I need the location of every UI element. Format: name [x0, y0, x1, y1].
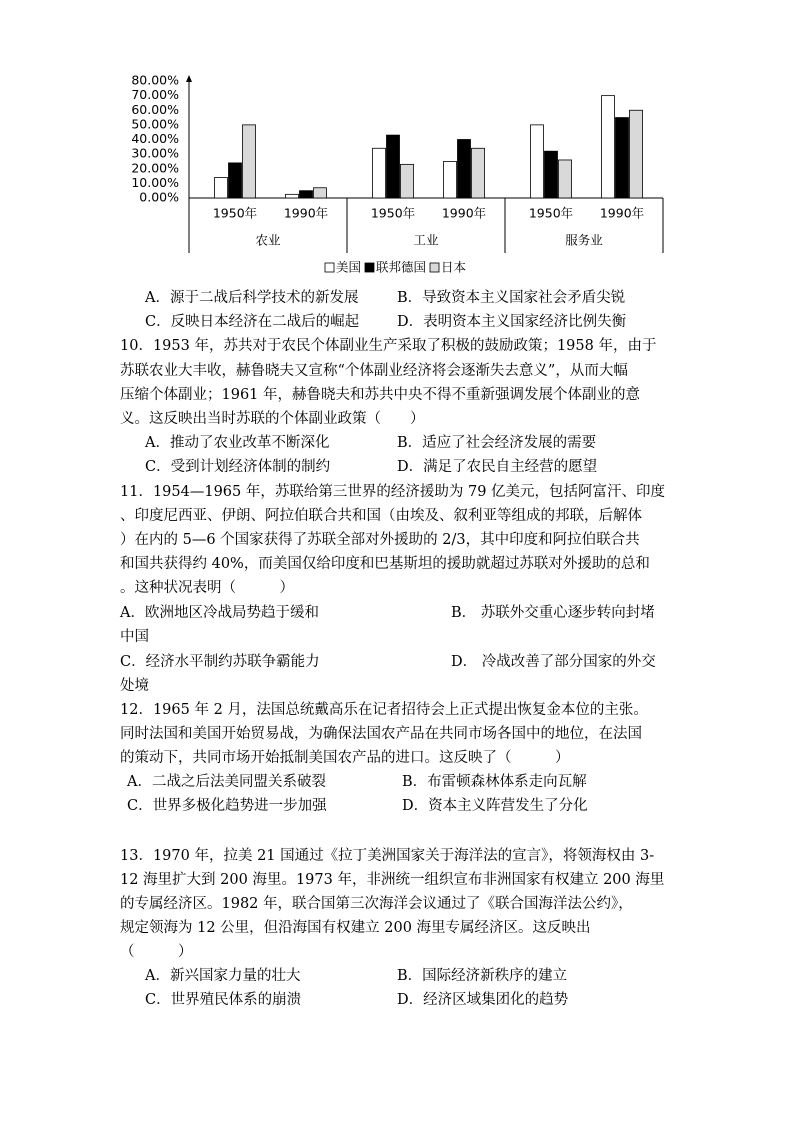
q11-stem-line-3: ）在内的 5—6 个国家获得了苏联全部对外援助的 2/3，其中印度和阿拉伯联合共 — [120, 532, 640, 548]
q11-option-c: C．经济水平制约苏联争霸能力 — [120, 654, 320, 670]
q13-stem-line-3: 的专属经济区。1982 年，联合国第三次海洋会议通过了《联合国海洋法公约》， — [120, 896, 633, 912]
bar-2-0-2 — [559, 160, 572, 198]
bar-2-0-1 — [545, 151, 558, 198]
q11-stem-line-4: 和国共获得约 40%，而美国仅给印度和巴基斯坦的援助就超过苏联对外援助的总和 — [120, 556, 650, 572]
x-tick-label-year: 1950年 — [212, 205, 258, 221]
bar-2-0-0 — [531, 125, 544, 198]
bar-1-1-1 — [458, 140, 471, 199]
bar-0-0-0 — [215, 178, 228, 198]
q11-option-b: B． 苏联外交重心逐步转向封堵 — [451, 605, 655, 621]
q13-stem-line-5: （ ） — [120, 944, 193, 960]
q12-option-a: A．二战之后法美同盟关系破裂 — [127, 774, 326, 790]
legend-swatch — [365, 263, 374, 272]
bar-1-1-0 — [444, 161, 457, 198]
q11-option-d-cont: 处境 — [120, 678, 149, 694]
q13-option-b: B．国际经济新秩序的建立 — [397, 968, 568, 984]
q9-option-a: A．源于二战后科学技术的新发展 — [145, 290, 359, 306]
q13-option-c: C．世界殖民体系的崩溃 — [145, 992, 302, 1008]
q9-option-b: B．导致资本主义国家社会矛盾尖锐 — [397, 290, 626, 306]
bar-2-1-1 — [616, 118, 629, 198]
q12-stem-line-3: 的策动下，共同市场开始抵制美国农产品的进口。这反映了（ ） — [120, 750, 570, 766]
legend-label: 美国 — [336, 259, 362, 275]
legend-swatch — [430, 263, 439, 272]
bar-0-1-0 — [286, 194, 299, 198]
q10-stem-line-2: 苏联农业大丰收，赫鲁晓夫又宣称“个体副业经济将会逐渐失去意义”，从而大幅 — [120, 363, 628, 379]
y-tick-label: 20.00% — [131, 160, 179, 176]
q12-stem-line-1: 12．1965 年 2 月，法国总统戴高乐在记者招待会上正式提出恢复金本位的主张。 — [120, 702, 648, 718]
y-tick-label: 0.00% — [139, 189, 179, 205]
q11-option-b-cont: 中国 — [120, 629, 149, 645]
q10-option-b: B．适应了社会经济发展的需要 — [397, 435, 597, 451]
y-tick-label: 80.00% — [131, 72, 179, 88]
q11-option-d: D． 冷战改善了部分国家的外交 — [451, 654, 656, 670]
legend-swatch — [325, 263, 334, 272]
y-tick-label: 50.00% — [131, 116, 179, 132]
q10-option-a: A．推动了农业改革不断深化 — [145, 435, 330, 451]
q9-option-d: D．表明资本主义国家经济比例失衡 — [397, 314, 627, 330]
q10-stem-line-3: 压缩个体副业；1961 年，赫鲁晓夫和苏共中央不得不重新强调发展个体副业的意 — [120, 387, 641, 403]
bar-1-0-2 — [401, 164, 414, 198]
x-group-label: 工业 — [413, 232, 439, 248]
q13-stem-line-2: 12 海里扩大到 200 海里。1973 年，非洲统一组织宣布非洲国家有权建立 200 海里 — [120, 872, 665, 888]
y-tick-label: 10.00% — [131, 174, 179, 190]
q13-option-d: D．经济区域集团化的趋势 — [397, 992, 569, 1008]
q12-option-b: B．布雷顿森林体系走向瓦解 — [402, 774, 587, 790]
bar-2-1-2 — [630, 110, 643, 198]
q12-option-c: C．世界多极化趋势进一步加强 — [127, 798, 327, 814]
x-tick-label-year: 1950年 — [528, 205, 574, 221]
x-group-label: 农业 — [255, 232, 281, 248]
bar-0-1-2 — [314, 188, 327, 198]
q10-option-d: D．满足了农民自主经营的愿望 — [397, 459, 598, 475]
x-group-label: 服务业 — [565, 232, 603, 248]
bar-0-0-1 — [229, 163, 242, 198]
q10-stem-line-1: 10．1953 年，苏共对于农民个体副业生产采取了积极的鼓励政策；1958 年，由于 — [120, 338, 657, 354]
y-tick-label: 30.00% — [131, 145, 179, 161]
q13-stem-line-1: 13．1970 年，拉美 21 国通过《拉丁美洲国家关于海洋法的宣言》，将领海权由 3- — [120, 848, 655, 864]
q12-stem-line-2: 同时法国和美国开始贸易战，为确保法国农产品在共同市场各国中的地位，在法国 — [120, 726, 642, 742]
bar-2-1-0 — [602, 96, 615, 198]
x-tick-label-year: 1990年 — [441, 205, 487, 221]
q11-stem-line-2: 、印度尼西亚、伊朗、阿拉伯联合共和国（由埃及、叙利亚等组成的邦联，后解体 — [120, 508, 642, 524]
bar-1-0-0 — [373, 148, 386, 198]
q10-stem-line-4: 义。这反映出当时苏联的个体副业政策（ ） — [120, 411, 425, 427]
q11-option-a: A．欧洲地区冷战局势趋于缓和 — [120, 605, 319, 621]
q12-option-d: D．资本主义阵营发生了分化 — [402, 798, 588, 814]
q10-option-c: C．受到计划经济体制的制约 — [145, 459, 331, 475]
legend-label: 联邦德国 — [376, 259, 427, 275]
x-tick-label-year: 1990年 — [283, 205, 329, 221]
bar-1-0-1 — [387, 135, 400, 198]
q9-option-c: C．反映日本经济在二战后的崛起 — [145, 314, 360, 330]
q13-option-a: A．新兴国家力量的壮大 — [145, 968, 301, 984]
legend-label: 日本 — [441, 259, 467, 275]
y-tick-label: 70.00% — [131, 87, 179, 103]
y-tick-label: 60.00% — [131, 101, 179, 117]
q13-stem-line-4: 规定领海为 12 公里，但沿海国有权建立 200 海里专属经济区。这反映出 — [120, 920, 591, 936]
bar-0-1-1 — [300, 191, 313, 198]
x-tick-label-year: 1990年 — [599, 205, 645, 221]
bar-0-0-2 — [243, 125, 256, 198]
q11-stem-line-1: 11．1954—1965 年，苏联给第三世界的经济援助为 79 亿美元，包括阿富汗、印度 — [120, 484, 666, 500]
y-tick-label: 40.00% — [131, 131, 179, 146]
y-axis-arrow — [186, 75, 192, 82]
x-tick-label-year: 1950年 — [370, 205, 416, 221]
q11-stem-line-5: 。这种状况表明（ ） — [120, 580, 294, 596]
bar-1-1-2 — [472, 148, 485, 198]
bar-chart — [0, 0, 793, 290]
